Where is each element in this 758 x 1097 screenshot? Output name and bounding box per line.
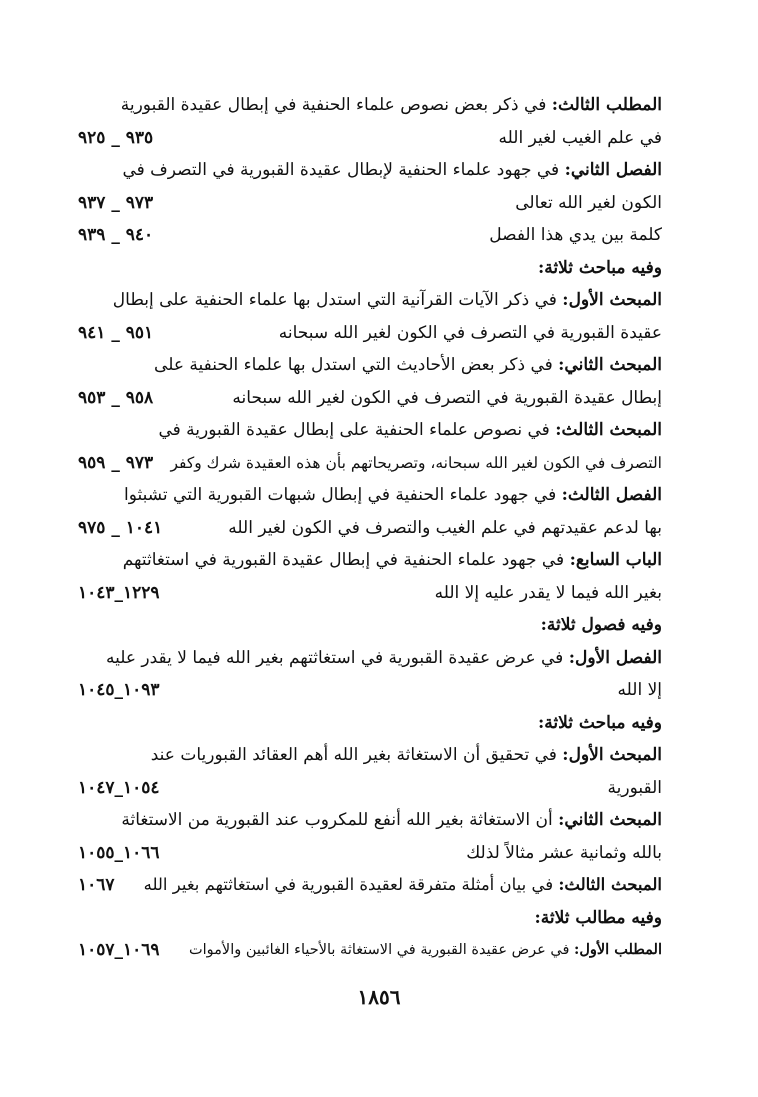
toc-line (70, 413, 662, 447)
toc-line (70, 121, 662, 155)
toc-text: في تحقيق أن الاستغاثة بغير الله أهم العقائد القبوريات عند (150, 745, 563, 765)
toc-line (70, 186, 662, 220)
toc-text: في نصوص علماء الحنفية على إبطال عقيدة القبورية في (158, 420, 556, 440)
toc-line (70, 478, 662, 512)
toc-pages: ١٠٦٩_١٠٥٧ (78, 940, 160, 960)
toc-line (70, 511, 662, 545)
toc-line (70, 316, 662, 350)
toc-pages: ٩٥٨ _ ٩٥٣ (78, 388, 154, 408)
toc-text: في بيان أمثلة متفرقة لعقيدة القبورية في استغاثتهم بغير الله (143, 875, 559, 894)
toc-line (70, 641, 662, 675)
toc-pages: ١٠٦٦_١٠٥٥ (78, 843, 160, 863)
toc-line (70, 901, 662, 935)
toc-text: بغير الله فيما لا يقدر عليه إلا الله (434, 583, 662, 603)
toc-line (70, 218, 662, 252)
page-number: ١٨٥٦ (357, 985, 401, 1009)
toc-pages: ٩٤٠ _ ٩٣٩ (78, 225, 154, 245)
toc-pages: ١٠٦٧ (78, 875, 115, 895)
toc-heading: المبحث الثاني: (558, 355, 662, 375)
toc-text: عقيدة القبورية في التصرف في الكون لغير الله سبحانه (278, 323, 662, 343)
toc-text: أن الاستغاثة بغير الله أنفع للمكروب عند القبورية من الاستغاثة (121, 810, 559, 830)
toc-line (70, 153, 662, 187)
toc-line (70, 88, 662, 122)
toc-pages: ٩٣٥ _ ٩٢٥ (78, 128, 154, 148)
toc-heading: المطلب الأول: (574, 941, 662, 958)
toc-heading: المبحث الأول: (562, 745, 662, 765)
toc-line (70, 771, 662, 805)
toc-heading: وفيه مباحث ثلاثة: (537, 258, 662, 278)
toc-line (70, 381, 662, 415)
toc-text: في علم الغيب لغير الله (498, 128, 662, 148)
toc-pages: ٩٧٣ _ ٩٣٧ (78, 193, 154, 213)
toc-text: التصرف في الكون لغير الله سبحانه، وتصريحاتهم بأن هذه العقيدة شرك وكفر (170, 454, 662, 472)
toc-text: في ذكر بعض الأحاديث التي استدل بها علماء الحنفية على (154, 355, 559, 375)
toc-pages: ١٢٢٩_١٠٤٣ (78, 583, 160, 603)
toc-heading: المبحث الثالث: (558, 875, 662, 894)
toc-text: بالله وثمانية عشر مثالاً لذلك (466, 843, 662, 863)
toc-text: في جهود علماء الحنفية في إبطال عقيدة القبورية في استغاثتهم (122, 550, 570, 570)
toc-text: كلمة بين يدي هذا الفصل (489, 225, 662, 245)
toc-line (70, 868, 662, 902)
toc-line (70, 836, 662, 870)
toc-text: في جهود علماء الحنفية في إبطال شبهات القبورية التي تشبثوا (123, 485, 562, 505)
toc-pages: ١٠٥٤_١٠٤٧ (78, 778, 160, 798)
toc-line (70, 543, 662, 577)
toc-line (70, 803, 662, 837)
toc-line (70, 348, 662, 382)
toc-line (70, 446, 662, 480)
toc-line (70, 738, 662, 772)
toc-heading: المبحث الأول: (562, 290, 662, 310)
toc-heading: وفيه فصول ثلاثة: (540, 615, 662, 635)
toc-text: في ذكر الآيات القرآنية التي استدل بها علماء الحنفية على إبطال (112, 290, 563, 310)
toc-line (70, 283, 662, 317)
toc-heading: المبحث الثالث: (555, 420, 662, 440)
toc-text: في عرض عقيدة القبورية في الاستغاثة بالأحياء الغائبين والأموات (189, 942, 574, 958)
toc-text: في عرض عقيدة القبورية في استغاثتهم بغير الله فيما لا يقدر عليه (106, 648, 569, 668)
toc-text: في جهود علماء الحنفية لإبطال عقيدة القبورية في التصرف في (122, 160, 565, 180)
toc-line (70, 576, 662, 610)
toc-pages: ١٠٩٣_١٠٤٥ (78, 680, 160, 700)
toc-line (70, 608, 662, 642)
toc-pages: ١٠٤١ _ ٩٧٥ (78, 518, 163, 538)
toc-text: إبطال عقيدة القبورية في التصرف في الكون لغير الله سبحانه (232, 388, 662, 408)
toc-pages: ٩٧٣ _ ٩٥٩ (78, 453, 154, 473)
toc-line (70, 673, 662, 707)
toc-heading: الفصل الثاني: (564, 160, 662, 180)
toc-line (70, 933, 662, 967)
toc-heading: الباب السابع: (569, 550, 662, 570)
toc-heading: الفصل الثالث: (561, 485, 662, 505)
toc-heading: المطلب الثالث: (551, 95, 662, 115)
toc-heading: وفيه مطالب ثلاثة: (534, 908, 662, 928)
toc-heading: الفصل الأول: (568, 648, 662, 668)
toc-pages: ٩٥١ _ ٩٤١ (78, 323, 154, 343)
toc-heading: وفيه مباحث ثلاثة: (537, 713, 662, 733)
toc-heading: المبحث الثاني: (558, 810, 662, 830)
toc-line (70, 706, 662, 740)
toc-text: الكون لغير الله تعالى (515, 193, 662, 213)
toc-text: القبورية (607, 778, 662, 798)
toc-line (70, 251, 662, 285)
toc-text: إلا الله (617, 680, 662, 700)
toc-text: بها لدعم عقيدتهم في علم الغيب والتصرف في الكون لغير الله (228, 518, 662, 538)
toc-text: في ذكر بعض نصوص علماء الحنفية في إبطال عقيدة القبورية (120, 95, 552, 115)
